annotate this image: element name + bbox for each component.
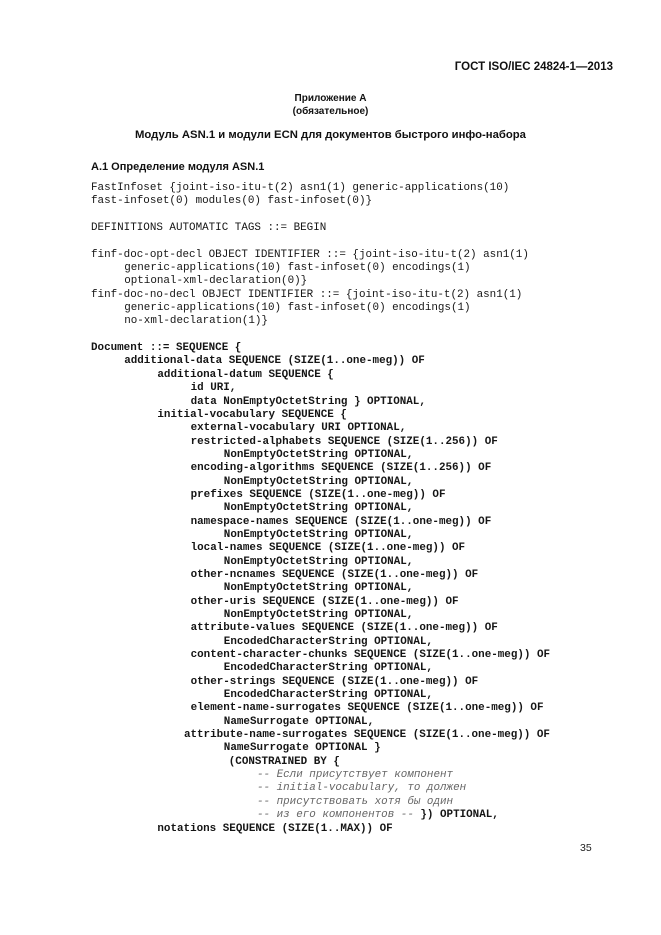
annex-title: Модуль ASN.1 и модули ECN для документов быстрого инфо-набора	[135, 129, 526, 141]
code-comment-text: -- initial-vocabulary, то должен	[257, 782, 467, 795]
standard-designation: ГОСТ ISO/IEC 24824-1—2013	[454, 61, 613, 73]
section-heading: А.1 Определение модуля ASN.1	[91, 161, 265, 173]
code-line: NonEmptyOctetString OPTIONAL,	[223, 448, 414, 461]
code-line: fast-infoset(0) modules(0) fast-infoset(0)}	[91, 195, 373, 208]
code-line: NonEmptyOctetString OPTIONAL,	[223, 502, 414, 515]
code-line: (CONSTRAINED BY {	[228, 755, 340, 768]
code-line: local-names SEQUENCE (SIZE(1..one-meg)) OF	[190, 542, 466, 555]
code-comment-text: -- Если присутствует компонент	[257, 769, 454, 782]
code-line: id URI,	[190, 382, 237, 395]
code-line: encoding-algorithms SEQUENCE (SIZE(1..256)) OF	[190, 462, 492, 475]
code-line: content-character-chunks SEQUENCE (SIZE(1..one-meg)) OF	[190, 649, 551, 662]
code-comment-line	[91, 782, 550, 795]
code-line: Document ::= SEQUENCE {	[91, 342, 242, 355]
code-line: FastInfoset {joint-iso-itu-t(2) asn1(1) generic-applications(10)	[91, 182, 510, 194]
code-line: EncodedCharacterString OPTIONAL,	[223, 662, 433, 675]
code-line: NonEmptyOctetString OPTIONAL,	[223, 609, 414, 621]
annex-label: Приложение А	[294, 93, 367, 104]
code-line: generic-applications(10) fast-infoset(0) encodings(1)	[124, 302, 471, 315]
code-line: NameSurrogate OPTIONAL,	[223, 715, 375, 728]
code-line: other-uris SEQUENCE (SIZE(1..one-meg)) OF	[190, 595, 459, 608]
code-line: additional-datum SEQUENCE {	[157, 368, 334, 381]
code-line: other-strings SEQUENCE (SIZE(1..one-meg)) OF	[190, 675, 479, 688]
code-comment-text: -- присутствовать хотя бы один	[257, 795, 454, 808]
code-line: notations SEQUENCE (SIZE(1..MAX)) OF	[157, 822, 393, 835]
code-line: NameSurrogate OPTIONAL }	[223, 742, 381, 755]
code-line: NonEmptyOctetString OPTIONAL,	[223, 475, 414, 488]
annex-status: (обязательное)	[292, 106, 369, 117]
code-blank-line	[91, 329, 550, 342]
code-comment-text: -- из его компонентов --	[257, 809, 414, 822]
code-line: optional-xml-declaration(0)}	[124, 275, 308, 288]
code-line: DEFINITIONS AUTOMATIC TAGS ::= BEGIN	[91, 222, 327, 235]
code-line: no-xml-declaration(1)}	[124, 315, 268, 328]
code-line: external-vocabulary URI OPTIONAL,	[190, 422, 407, 435]
code-line: additional-data SEQUENCE (SIZE(1..one-meg)) OF	[124, 355, 425, 368]
code-tail-text: }) OPTIONAL,	[413, 809, 499, 822]
code-line: other-ncnames SEQUENCE (SIZE(1..one-meg)) OF	[190, 568, 479, 581]
code-line: NonEmptyOctetString OPTIONAL,	[223, 582, 414, 595]
code-comment-line	[91, 796, 550, 809]
code-line: NonEmptyOctetString OPTIONAL,	[223, 528, 414, 541]
code-line: data NonEmptyOctetString } OPTIONAL,	[190, 395, 426, 408]
code-comment-line	[91, 769, 550, 782]
code-line: finf-doc-opt-decl OBJECT IDENTIFIER ::= {joint-iso-itu-t(2) asn1(1)	[91, 248, 529, 261]
code-blank-line	[91, 209, 550, 222]
code-line: initial-vocabulary SEQUENCE {	[157, 408, 347, 421]
code-line: NonEmptyOctetString OPTIONAL,	[223, 555, 414, 568]
code-line: attribute-values SEQUENCE (SIZE(1..one-meg)) OF	[190, 622, 498, 635]
code-line: EncodedCharacterString OPTIONAL,	[223, 689, 433, 702]
code-line: generic-applications(10) fast-infoset(0) encodings(1)	[124, 262, 471, 275]
code-line: element-name-surrogates SEQUENCE (SIZE(1..one-meg)) OF	[190, 702, 544, 715]
code-line: namespace-names SEQUENCE (SIZE(1..one-meg)) OF	[190, 515, 492, 528]
page-number: 35	[580, 842, 592, 854]
code-line: attribute-name-surrogates SEQUENCE (SIZE(1..one-meg)) OF	[183, 729, 550, 742]
code-blank-line	[91, 235, 550, 248]
code-comment-line	[91, 809, 550, 822]
code-line: EncodedCharacterString OPTIONAL,	[223, 635, 433, 648]
code-line: restricted-alphabets SEQUENCE (SIZE(1..256)) OF	[190, 435, 498, 448]
annex-heading	[0, 92, 661, 118]
asn1-code-listing	[91, 182, 550, 836]
code-line: finf-doc-no-decl OBJECT IDENTIFIER ::= {joint-iso-itu-t(2) asn1(1)	[91, 288, 523, 301]
code-line: prefixes SEQUENCE (SIZE(1..one-meg)) OF	[190, 488, 446, 501]
